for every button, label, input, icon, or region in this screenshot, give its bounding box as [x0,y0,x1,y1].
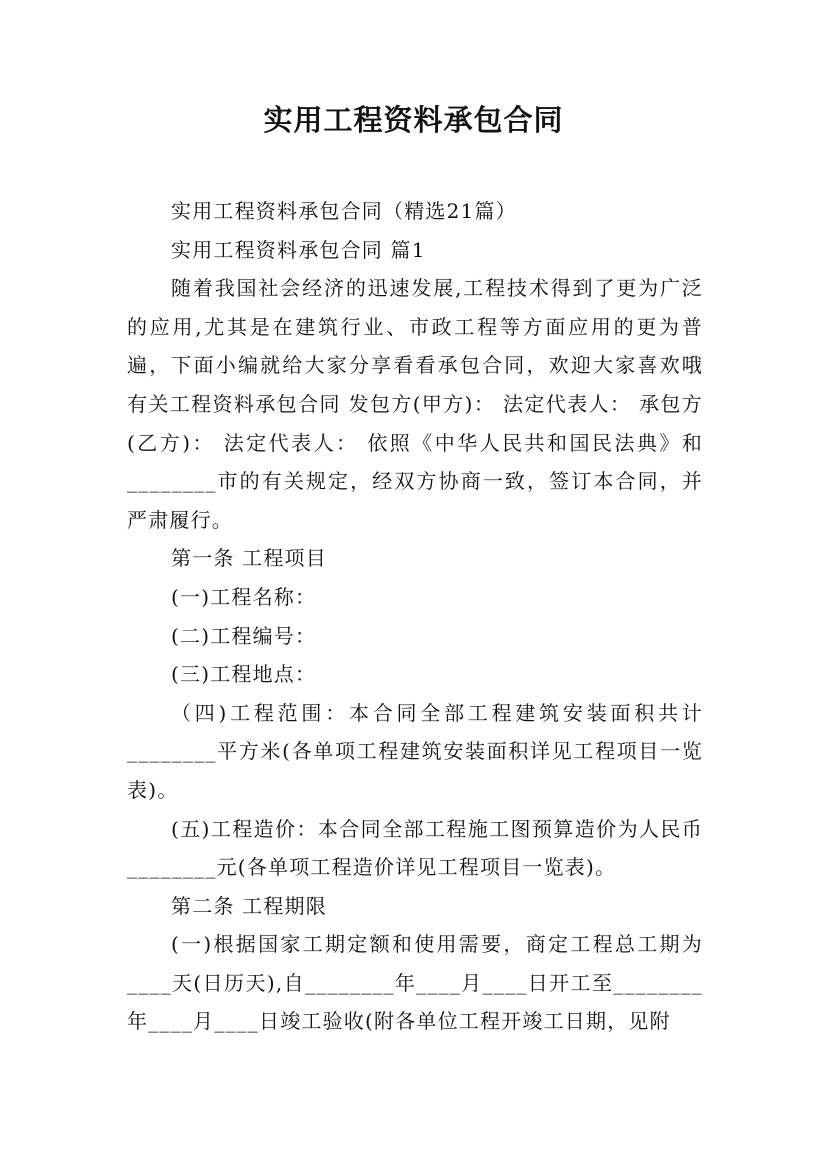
paragraph-project-name: (一)工程名称： [171,584,317,609]
paragraph-intro: 随着我国社会经济的迅速发展,工程技术得到了更为广泛的应用,尤其是在建筑行业、市政工程等方面应用的更为普遍，下面小编就给大家分享看看承包合同，欢迎大家喜欢哦 有关工程资料承包合同 发包方(甲方)： 法定代表人： 承包方(乙方)： 法定代表人： 依照《中华人民共和国民法典》和________市的有关规定，经双方协商一致，签订本合同，并严肃履行。 [127,276,703,532]
paragraph-project-scope: （四)工程范围：本合同全部工程建筑安装面积共计________平方米(各单项工程建筑安装面积详见工程项目一览表)。 [127,700,703,802]
document-title: 实用工程资料承包合同 [263,103,564,137]
paragraph-project-period: (一)根据国家工期定额和使用需要，商定工程总工期为____天(日历天),自________年____月____日开工至________年____月____日竣工验收(附各单位工程开竣工日期，见附 [127,932,703,1034]
paragraph-project-cost: (五)工程造价：本合同全部工程施工图预算造价为人民币________元(各单项工程造价详见工程项目一览表)。 [127,816,703,880]
paragraph-article-1-heading: 第一条 工程项目 [171,546,327,571]
paragraph-subtitle: 实用工程资料承包合同（精选21篇） [171,199,517,223]
paragraph-project-location: (三)工程地点： [171,662,317,687]
paragraph-section-heading: 实用工程资料承包合同 篇1 [171,237,426,262]
document-body [127,192,703,1041]
paragraph-project-number: (二)工程编号： [171,623,317,648]
paragraph-article-2-heading: 第二条 工程期限 [171,893,327,918]
